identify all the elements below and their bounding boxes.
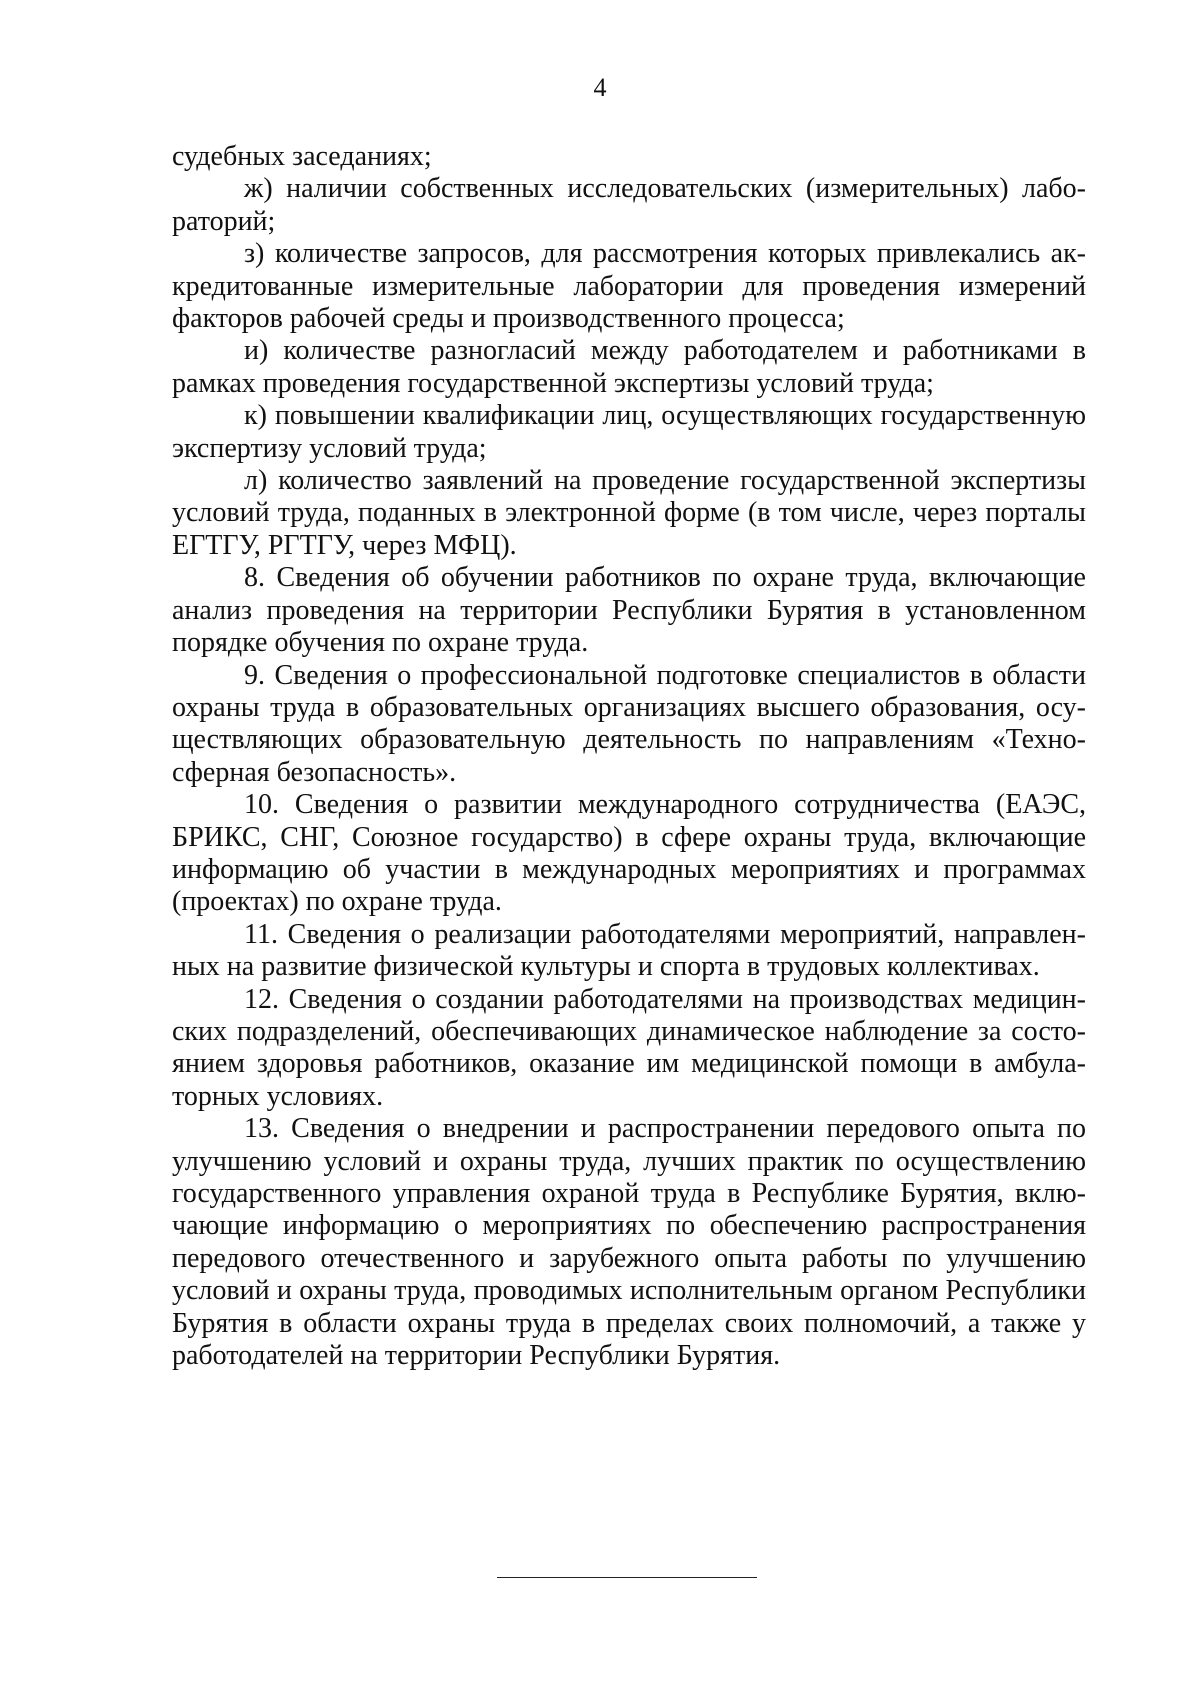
page-number: 4 xyxy=(593,73,607,102)
paragraph-item-k: к) повышении квалификации лиц, осуществляющих государственную экспертизу условий труда; xyxy=(172,400,1086,464)
paragraph-item-zh: ж) наличии собственных исследовательских (измерительных) лабораторий; xyxy=(172,173,1086,237)
paragraph-section-9: 9. Сведения о профессиональной подготовке специалистов в области охраны труда в образовательных организациях высшего образования, осуществляющих образовательную деятельность по направлениям «Техносферная безопасность». xyxy=(172,659,1086,788)
paragraph-section-10: 10. Сведения о развитии международного сотрудничества (ЕАЭС, БРИКС, СНГ, Союзное государство) в сфере охраны труда, включающие информацию об участии в международных мероприятиях и программах (проектах) по охране труда. xyxy=(172,789,1086,918)
document-body xyxy=(172,141,1086,1372)
footer-divider xyxy=(497,1577,757,1578)
paragraph-section-13: 13. Сведения о внедрении и распространении передового опыта по улучшению условий и охраны труда, лучших практик по осуществлению государственного управления охраной труда в Республике Бурятия, включающие информацию о мероприятиях по обеспечению распространения передового отечественного и зарубежного опыта работы по улучшению условий и охраны труда, проводимых исполнительным органом Республики Бурятия в области охраны труда в пределах своих полномочий, а также у работодателей на территории Республики Бурятия. xyxy=(172,1113,1086,1372)
paragraph-item-l: л) количество заявлений на проведение государственной экспертизы условий труда, поданных в электронной форме (в том числе, через порталы ЕГТГУ, РГТГУ, через МФЦ). xyxy=(172,465,1086,561)
paragraph-item-i: и) количестве разногласий между работодателем и работниками в рамках проведения государственной экспертизы условий труда; xyxy=(172,335,1086,399)
paragraph-item-z: з) количестве запросов, для рассмотрения которых привлекались аккредитованные измерительные лаборатории для проведения измерений факторов рабочей среды и производственного процесса; xyxy=(172,238,1086,335)
paragraph-section-12: 12. Сведения о создании работодателями на производствах медицинских подразделений, обеспечивающих динамическое наблюдение за состоянием здоровья работников, оказание им медицинской помощи в амбулаторных условиях. xyxy=(172,983,1086,1112)
paragraph-continuation: судебных заседаниях; xyxy=(172,141,432,172)
paragraph-section-8: 8. Сведения об обучении работников по охране труда, включающие анализ проведения на территории Республики Бурятия в установленном порядке обучения по охране труда. xyxy=(172,562,1086,659)
paragraph-section-11: 11. Сведения о реализации работодателями мероприятий, направленных на развитие физической культуры и спорта в трудовых коллективах. xyxy=(172,918,1086,983)
